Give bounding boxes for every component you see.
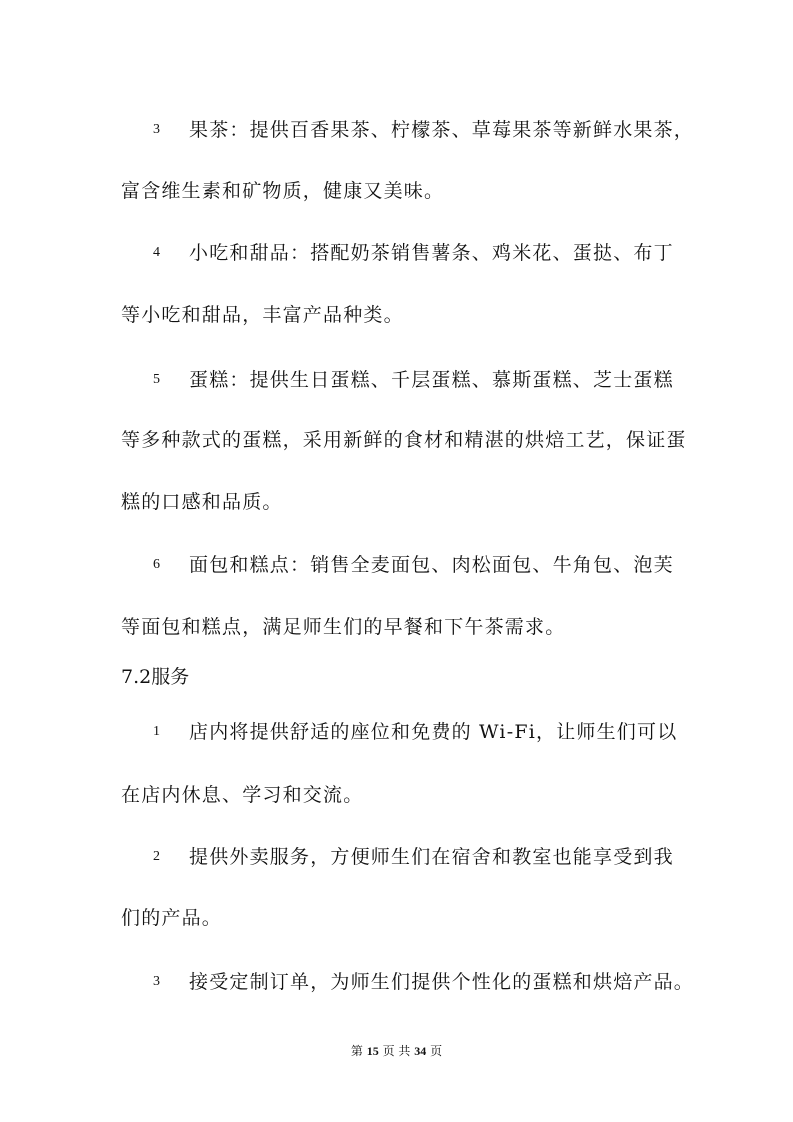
item-text: 店内将提供舒适的座位和免费的 Wi-Fi，让师生们可以	[189, 721, 678, 743]
item-continuation: 等多种款式的蛋糕，采用新鲜的食材和精湛的烘焙工艺，保证蛋	[121, 429, 687, 451]
item-text: 小吃和甜品：搭配奶茶销售薯条、鸡米花、蛋挞、布丁	[189, 242, 674, 264]
item-continuation: 糕的口感和品质。	[121, 491, 283, 513]
item-text: 蛋糕：提供生日蛋糕、千层蛋糕、慕斯蛋糕、芝士蛋糕	[189, 369, 674, 391]
item-text: 果茶：提供百香果茶、柠檬茶、草莓果茶等新鲜水果茶，	[189, 119, 695, 141]
page-number: 15	[366, 1044, 379, 1058]
item-continuation: 在店内休息、学习和交流。	[121, 784, 364, 806]
item-continuation: 富含维生素和矿物质，健康又美味。	[121, 180, 445, 202]
item-text: 接受定制订单，为师生们提供个性化的蛋糕和烘焙产品。	[189, 971, 695, 993]
item-continuation: 们的产品。	[121, 907, 223, 929]
item-continuation: 等面包和糕点，满足师生们的早餐和下午茶需求。	[121, 616, 566, 638]
footer-prefix: 第	[350, 1044, 363, 1058]
item-text: 面包和糕点：销售全麦面包、肉松面包、牛角包、泡芙	[189, 554, 674, 576]
footer-suffix: 页	[430, 1044, 443, 1058]
page-footer	[0, 1043, 793, 1059]
item-number: 3	[153, 122, 160, 137]
item-number: 4	[153, 245, 160, 260]
section-heading: 7.2服务	[121, 666, 190, 688]
item-number: 2	[153, 849, 160, 864]
item-number: 5	[153, 372, 160, 387]
total-pages: 34	[414, 1044, 427, 1058]
item-text: 提供外卖服务，方便师生们在宿舍和教室也能享受到我	[189, 846, 674, 868]
footer-middle: 页 共	[382, 1044, 411, 1058]
item-number: 3	[153, 974, 160, 989]
item-number: 1	[153, 724, 160, 739]
item-number: 6	[153, 557, 160, 572]
item-continuation: 等小吃和甜品，丰富产品种类。	[121, 304, 404, 326]
